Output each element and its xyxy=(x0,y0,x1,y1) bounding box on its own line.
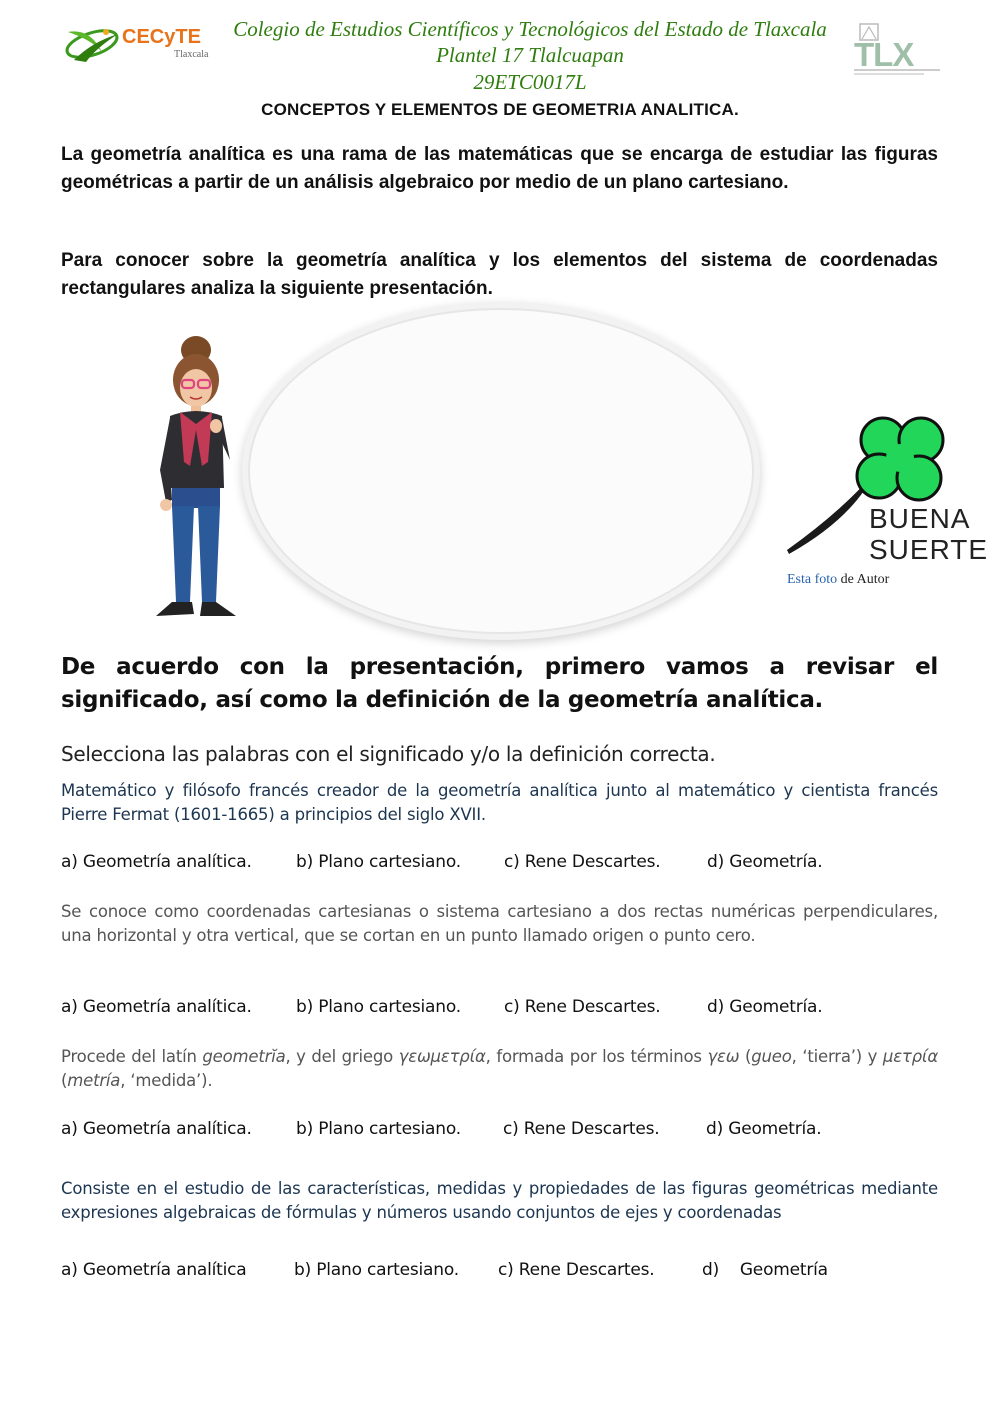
cecyte-logo-subtext: Tlaxcala xyxy=(174,49,209,60)
teacher-avatar-illustration xyxy=(150,330,242,622)
q4-option-a[interactable]: a) Geometría analítica xyxy=(61,1260,247,1280)
q1-option-d[interactable]: d) Geometría. xyxy=(707,852,823,872)
header-plantel: Plantel 17 Tlalcuapan xyxy=(436,43,624,67)
question-4-text: Consiste en el estudio de las características, medidas y propiedades de las figuras geométricas mediante expresiones algebraicas de fórmulas y números usando conjuntos de ejes y coordenadas xyxy=(61,1179,938,1222)
intro-paragraph: La geometría analítica es una rama de las matemáticas que se encarga de estudiar las figuras geométricas a partir de un análisis algebraico por medio de un plano cartesiano. xyxy=(61,144,938,193)
question-1-options xyxy=(61,852,961,876)
document-title: CONCEPTOS Y ELEMENTOS DE GEOMETRIA ANALITICA. xyxy=(261,100,739,119)
four-leaf-clover-illustration xyxy=(783,400,989,570)
q1-option-b[interactable]: b) Plano cartesiano. xyxy=(296,852,461,872)
q1-option-c[interactable]: c) Rene Descartes. xyxy=(504,852,661,872)
question-2-options xyxy=(61,997,961,1021)
question-1-text: Matemático y filósofo francés creador de la geometría analítica junto al matemático y cientista francés Pierre Fermat (1601-1665) a principios del siglo XVII. xyxy=(61,781,938,824)
header-school-code: 29ETC0017L xyxy=(473,70,587,94)
q2-option-d[interactable]: d) Geometría. xyxy=(707,997,823,1017)
instruction-text: Selecciona las palabras con el significado y/o la definición correcta. xyxy=(61,742,716,766)
q1-option-a[interactable]: a) Geometría analítica. xyxy=(61,852,252,872)
q3-option-d[interactable]: d) Geometría. xyxy=(706,1119,822,1139)
q4-option-d[interactable]: d) Geometría xyxy=(702,1260,828,1280)
photo-credit-author: de Autor xyxy=(837,572,890,587)
question-4-options xyxy=(61,1260,961,1284)
q4-option-c[interactable]: c) Rene Descartes. xyxy=(498,1260,655,1280)
tlx-logo xyxy=(852,22,942,78)
cecyte-logo-text: CECyTE xyxy=(122,26,201,48)
q2-option-c[interactable]: c) Rene Descartes. xyxy=(504,997,661,1017)
photo-credit xyxy=(787,572,889,588)
q2-option-a[interactable]: a) Geometría analítica. xyxy=(61,997,252,1017)
section-heading: De acuerdo con la presentación, primero vamos a revisar el significado, así como la definición de la geometría analítica. xyxy=(61,654,938,713)
q3-option-b[interactable]: b) Plano cartesiano. xyxy=(296,1119,461,1139)
photo-credit-link[interactable]: Esta foto xyxy=(787,572,838,587)
header-school-name: Colegio de Estudios Científicos y Tecnológicos del Estado de Tlaxcala xyxy=(233,17,827,41)
intro-paragraph-2: Para conocer sobre la geometría analítica y los elementos del sistema de coordenadas rectangulares analiza la siguiente presentación. xyxy=(61,250,938,299)
cecyte-logo xyxy=(62,22,212,68)
question-3-text: Procede del latín geometrĭa, y del griego γεωμετρία, formada por los términos γεω (gueo, ‘tierra’) y μετρία (metría, ‘medida’). xyxy=(61,1047,938,1090)
q4-option-b[interactable]: b) Plano cartesiano. xyxy=(294,1260,459,1280)
presentation-placeholder[interactable] xyxy=(248,308,754,634)
q3-option-c[interactable]: c) Rene Descartes. xyxy=(503,1119,660,1139)
question-3-options xyxy=(61,1119,961,1143)
q3-option-a[interactable]: a) Geometría analítica. xyxy=(61,1119,252,1139)
tlx-logo-text: TLX xyxy=(854,36,914,73)
clover-text-line1: BUENA xyxy=(869,503,971,534)
clover-text-line2: SUERTE xyxy=(869,534,989,565)
q2-option-b[interactable]: b) Plano cartesiano. xyxy=(296,997,461,1017)
question-2-text: Se conoce como coordenadas cartesianas o sistema cartesiano a dos rectas numéricas perpendiculares, una horizontal y otra vertical, que se cortan en un punto llamado origen o punto cero. xyxy=(61,902,938,945)
